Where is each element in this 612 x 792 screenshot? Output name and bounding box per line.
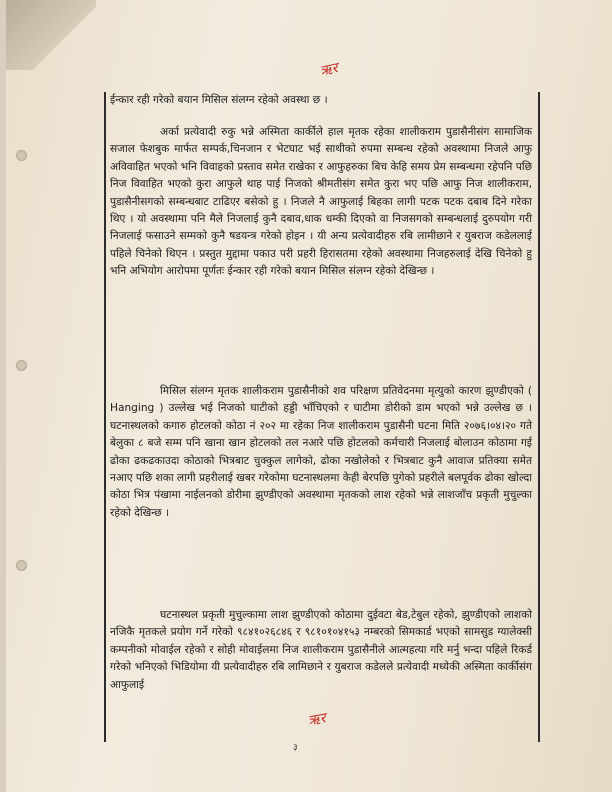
handwritten-initials: ऋर [306, 710, 327, 730]
left-margin-rule [104, 92, 106, 742]
handwritten-initials: ऋर [318, 60, 340, 80]
text-block-1 [110, 124, 532, 281]
page-number: ३ [293, 743, 298, 753]
document-page [6, 0, 612, 792]
punch-hole [16, 360, 27, 371]
paragraph-3: घटनास्थल प्रकृती मुचुल्कामा लाश झुण्डीएको कोठामा दुईवटा बेड,टेबुल रहेको, झुण्डीएको लाशको नजिकै मृतकले प्रयोग गर्ने गरेको ९८४१०२६८४६ र ९८१०१०४१५३ नम्बरको सिमकार्ड भएको सामसुड ग्यालेक्सी कम्पनीको मोवाईल रहेको र सोही मोवाईलमा निज शालीकराम पुडासैनीले आत्महत्या गरि मर्नु भन्दा पहिले रिकर्ड गरेको भनिएको भिडियोमा यी प्रत्येवादीहरु रबि लामिछाने र युबराज कडेलले प्रत्येवादी मध्येकी अस्मिता कार्कीसंग आफुलाई [110, 609, 532, 691]
top-line: ईन्कार रही गरेको बयान मिसिल संलग्न रहेको अवस्था छ । [110, 94, 328, 106]
folded-corner [6, 0, 96, 70]
punch-hole [16, 150, 27, 161]
text-block-2 [110, 383, 532, 522]
text-block-top [110, 92, 532, 109]
paragraph-1: अर्का प्रत्येवादी रुकु भन्ने अस्मिता कार्कीले हाल मृतक रहेका शालीकराम पुडासैनीसंग सामाजिक सजाल फेशबुक मार्फत सम्पर्क,चिनजान र भेटघाट भई साथीको रुपमा सम्बन्ध रहेको अवस्थामा निजले आफु अविवाहित भएको भनि विवाहको प्रस्ताव समेत राखेका र आफुहरुका बिच केहि समय प्रेम सम्बन्धमा रहेपनि पछि निज विवाहित भएको कुरा आफुले थाह पाई निजको श्रीमतीसंग समेत कुरा भए पछि आफु निज शालीकराम, पुडासैनीसगको सम्बन्धबाट टाढिएर बसेको हु । निजले नै आफुलाई बिहका लागी पटक पटक दबाब दिने गरेका थिए । यो अवस्थामा पनि मैले निजलाई कुनै दबाव,धाक धम्की दिएको वा निजसगको सम्बन्धलाई दुरुपयोग गरी निजलाई फसाउने सम्मको कुनै षडयन्त्र गरेको होइन । यी अन्य प्रत्येवादीहरु रबि लामीछाने र युबराज कडेललाई पहिले चिनेको थिएन । प्रस्तुत मुद्दामा पकाउ परी प्रहरी हिरासतमा रहेको अवस्थामा निजहरुलाई देखि चिनेको हु भनि अभियोग आरोपमा पूर्णतः ईन्कार रही गरेको बयान मिसिल संलग्न रहेको देखिन्छ । [110, 126, 532, 278]
right-margin-rule [538, 92, 540, 742]
punch-hole [16, 560, 27, 571]
paragraph-2: मिसिल संलग्न मृतक शालीकराम पुडासैनीको शव परिक्षण प्रतिवेदनमा मृत्युको कारण झुण्डीएको ( Hanging ) उल्लेख भई निजको घाटीको हड्डी भाँचिएको र घाटीमा डोरीको डाम भएको भन्ने उल्लेख छ । घटनास्थलको कगारु होटलको कोठा नं २०२ मा रहेका निज शालीकराम पुडासैनी घटना मिति २०७६।०४।२० गते बेलुका ८ बजे सम्म पनि खाना खान होटलको तल नआरे पछि होटलको कर्मचारी निजलाई बोलाउन कोठामा गई ढोका ढकढकाउदा कोठाको भित्रबाट चुक्कुल लागेको, ढोका नखोलेको र भित्रबाट कुनै आवाज प्रतिक्या समेत नआए पछि शका लागी प्रहरीलाई खबर गरेकोमा घटनास्थलमा केही बेरपछि पुगेको प्रहरीले बलपूर्वक ढोका खोल्दा कोठा भित्र पंखामा नाईलनको डोरीमा झुण्डीएको अवस्थामा मृतकको लाश रहेको भन्ने लाशजाँच प्रकृती मुचुल्का रहेको देखिन्छ । [110, 385, 532, 519]
text-block-3 [110, 607, 532, 694]
